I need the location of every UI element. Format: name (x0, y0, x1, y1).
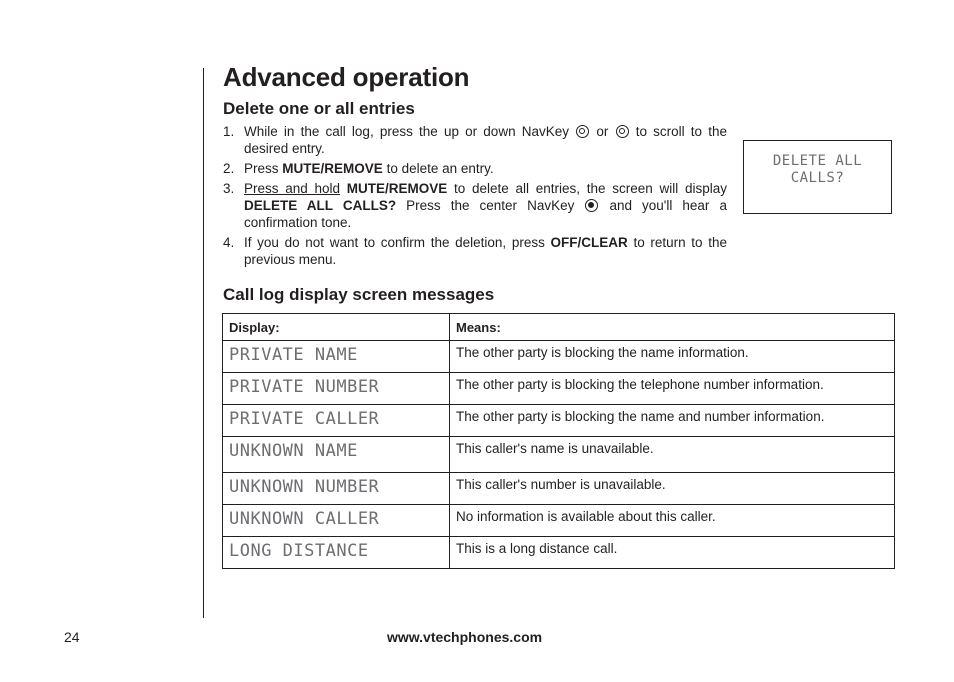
table-row (223, 405, 895, 437)
messages-table (222, 313, 895, 569)
section-heading-delete: Delete one or all entries (223, 99, 415, 118)
step-item (223, 180, 727, 231)
means-cell: This caller's number is unavailable. (450, 473, 895, 505)
step-number: 2. (223, 161, 235, 176)
means-cell: No information is available about this caller. (450, 505, 895, 537)
means-cell: The other party is blocking the name information. (450, 341, 895, 373)
step-item (223, 160, 727, 177)
navkey-center-icon (585, 199, 598, 212)
key-name: MUTE/REMOVE (282, 161, 383, 176)
step-text: Press the center NavKey (406, 198, 575, 213)
display-cell: PRIVATE CALLER (223, 405, 450, 437)
page-number: 24 (64, 629, 80, 645)
display-cell: PRIVATE NAME (223, 341, 450, 373)
step-text: to delete an entry. (386, 161, 494, 176)
margin-rule (203, 68, 204, 618)
navkey-up-icon (576, 125, 589, 138)
key-name: MUTE/REMOVE (346, 181, 448, 196)
step-text: If you do not want to confirm the deletion, press (244, 235, 545, 250)
table-row (223, 473, 895, 505)
means-cell: This is a long distance call. (450, 537, 895, 569)
step-text: to return to the previous menu. (244, 235, 727, 267)
key-name: OFF/CLEAR (550, 235, 628, 250)
step-number: 3. (223, 181, 235, 196)
table-row (223, 341, 895, 373)
column-header-display: Display: (223, 314, 450, 341)
table-row (223, 505, 895, 537)
step-text: to scroll to the desired entry. (244, 124, 727, 156)
step-text: or (596, 124, 609, 139)
step-text: and you'll hear a confirmation tone. (244, 198, 727, 230)
display-cell: UNKNOWN NAME (223, 437, 450, 473)
screen-display-box (743, 140, 892, 214)
screen-message: DELETE ALL CALLS? (244, 198, 397, 213)
screen-line-1: DELETE ALL (772, 153, 863, 169)
display-cell: LONG DISTANCE (223, 537, 450, 569)
column-header-means: Means: (450, 314, 895, 341)
step-text: Press (244, 161, 279, 176)
page-title: Advanced operation (223, 62, 470, 92)
means-cell: The other party is blocking the telephone number information. (450, 373, 895, 405)
display-cell: PRIVATE NUMBER (223, 373, 450, 405)
means-cell: This caller's name is unavailable. (450, 437, 895, 473)
step-text: to delete all entries, the screen will display (454, 181, 727, 196)
table-row (223, 537, 895, 569)
section-heading-messages: Call log display screen messages (223, 285, 495, 304)
step-number: 1. (223, 124, 235, 139)
table-header-row (223, 314, 895, 341)
website-url: www.vtechphones.com (387, 629, 543, 645)
table-row (223, 437, 895, 473)
display-cell: UNKNOWN CALLER (223, 505, 450, 537)
navkey-down-icon (616, 125, 629, 138)
screen-line-2: CALLS? (790, 170, 845, 186)
display-cell: UNKNOWN NUMBER (223, 473, 450, 505)
table-row (223, 373, 895, 405)
delete-steps-list (223, 123, 727, 271)
step-item (223, 123, 727, 157)
step-item (223, 234, 727, 268)
means-cell: The other party is blocking the name and number information. (450, 405, 895, 437)
step-text-underlined: Press and hold (244, 181, 341, 196)
step-number: 4. (223, 235, 235, 250)
step-text: While in the call log, press the up or down NavKey (244, 124, 570, 139)
